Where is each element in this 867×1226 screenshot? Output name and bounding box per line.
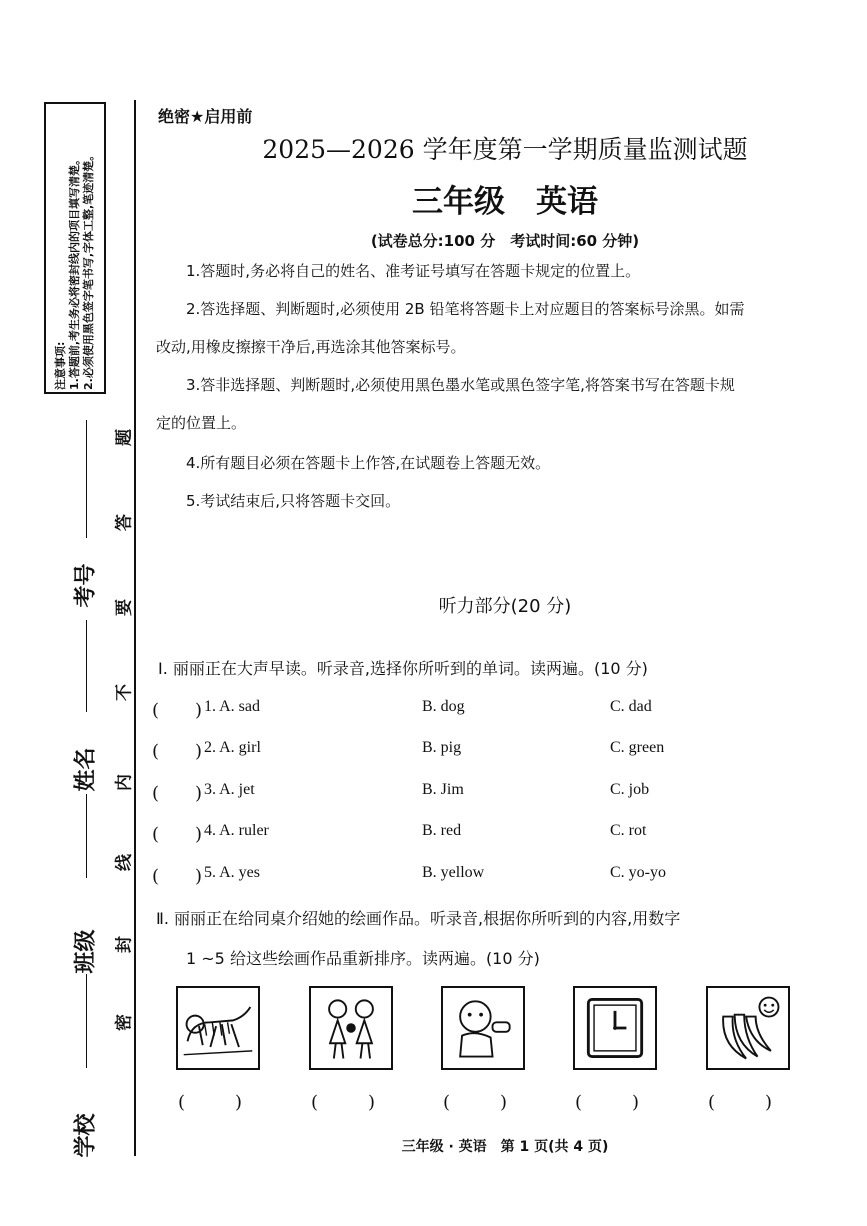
instruction-3: 3.答非选择题、判断题时,必须使用黑色墨水笔或黑色签字笔,将答案书写在答题卡规 — [186, 376, 735, 394]
baby-picture — [441, 986, 525, 1070]
seal-char: 题 — [114, 429, 135, 446]
school-label: 学校 — [72, 1113, 99, 1158]
section1-title: Ⅰ. 丽丽正在大声早读。听录音,选择你所听到的单词。读两遍。(10 分) — [158, 659, 648, 678]
option-a: 5. A. yes — [204, 864, 260, 881]
exam-meta: (试卷总分:100 分 考试时间:60 分钟) — [370, 232, 640, 250]
option-a: 1. A. sad — [204, 698, 260, 715]
seal-char: 封 — [114, 936, 135, 953]
listening-heading: 听力部分(20 分) — [438, 596, 572, 617]
picture-answer-paren[interactable]: ( ) — [310, 1092, 392, 1113]
instruction-3-cont: 定的位置上。 — [156, 414, 247, 432]
seal-line — [134, 100, 136, 1156]
answer-paren[interactable]: ( ) — [152, 866, 203, 887]
exam-title: 2025—2026 学年度第一学期质量监测试题 — [262, 135, 748, 164]
option-c: C. dad — [610, 698, 652, 715]
exam-no-label: 考号 — [72, 563, 99, 608]
secret-label: 绝密★启用前 — [158, 107, 253, 126]
page-footer: 三年级 · 英语 第 1 页(共 4 页) — [401, 1139, 609, 1155]
answer-paren[interactable]: ( ) — [152, 700, 203, 721]
question-row — [152, 820, 202, 846]
class-line[interactable] — [86, 974, 87, 1068]
option-a: 4. A. ruler — [204, 822, 269, 839]
option-c: C. job — [610, 781, 650, 798]
option-c: C. green — [610, 739, 665, 756]
notice-line: 1.答题前,考生务必将密封线内的项目填写清楚。 — [68, 153, 81, 390]
girls-picture — [309, 986, 393, 1070]
question-row — [152, 696, 202, 722]
instruction-1: 1.答题时,务必将自己的姓名、准考证号填写在答题卡规定的位置上。 — [186, 262, 641, 280]
notice-text — [54, 106, 96, 390]
bananas-picture — [706, 986, 790, 1070]
instruction-5: 5.考试结束后,只将答题卡交回。 — [186, 492, 401, 510]
picture-answer-paren[interactable]: ( ) — [177, 1092, 259, 1113]
tiger-icon — [178, 988, 258, 1068]
notice-title: 注意事项: — [54, 341, 67, 390]
picture-answer-paren[interactable]: ( ) — [707, 1092, 789, 1113]
name-line-top[interactable] — [86, 620, 87, 712]
notice-box — [44, 102, 106, 394]
option-c: C. rot — [610, 822, 647, 839]
name-line[interactable] — [86, 794, 87, 878]
picture-answer-paren[interactable]: ( ) — [442, 1092, 524, 1113]
answer-paren[interactable]: ( ) — [152, 741, 203, 762]
seal-char: 不 — [114, 684, 135, 701]
clock-icon — [575, 988, 655, 1068]
answer-paren[interactable]: ( ) — [152, 783, 203, 804]
instruction-4: 4.所有题目必须在答题卡上作答,在试题卷上答题无效。 — [186, 454, 551, 472]
option-c: C. yo-yo — [610, 864, 666, 881]
seal-char: 内 — [114, 774, 135, 791]
instruction-2-cont: 改动,用橡皮擦擦干净后,再选涂其他答案标号。 — [156, 338, 466, 356]
class-label: 班级 — [72, 929, 99, 974]
seal-char: 线 — [114, 854, 135, 871]
option-a: 2. A. girl — [204, 739, 261, 756]
answer-paren[interactable]: ( ) — [152, 824, 203, 845]
seal-char: 密 — [114, 1014, 135, 1031]
name-label: 姓名 — [72, 747, 99, 792]
question-row — [152, 779, 202, 805]
option-b: B. dog — [422, 698, 465, 715]
seal-char: 答 — [114, 514, 135, 531]
baby-icon — [443, 988, 523, 1068]
option-a: 3. A. jet — [204, 781, 255, 798]
option-b: B. yellow — [422, 864, 485, 881]
picture-answer-paren[interactable]: ( ) — [574, 1092, 656, 1113]
notice-line: 2.必须使用黑色签字笔书写,字体工整,笔迹清楚。 — [82, 149, 95, 390]
option-b: B. red — [422, 822, 462, 839]
seal-char: 要 — [114, 599, 135, 616]
section2-title-line2: 1 ~5 给这些绘画作品重新排序。读两遍。(10 分) — [186, 949, 540, 968]
question-row — [152, 737, 202, 763]
option-b: B. pig — [422, 739, 462, 756]
exam-no-line[interactable] — [86, 420, 87, 538]
question-row — [152, 862, 202, 888]
subject-title: 三年级 英语 — [412, 184, 598, 220]
clock-picture — [573, 986, 657, 1070]
section2-title-line1: Ⅱ. 丽丽正在给同桌介绍她的绘画作品。听录音,根据你所听到的内容,用数字 — [156, 909, 681, 928]
tiger-picture — [176, 986, 260, 1070]
girls-icon — [311, 988, 391, 1068]
bananas-icon — [708, 988, 788, 1068]
option-b: B. Jim — [422, 781, 464, 798]
instruction-2: 2.答选择题、判断题时,必须使用 2B 铅笔将答题卡上对应题目的答案标号涂黑。如需 — [186, 300, 745, 318]
